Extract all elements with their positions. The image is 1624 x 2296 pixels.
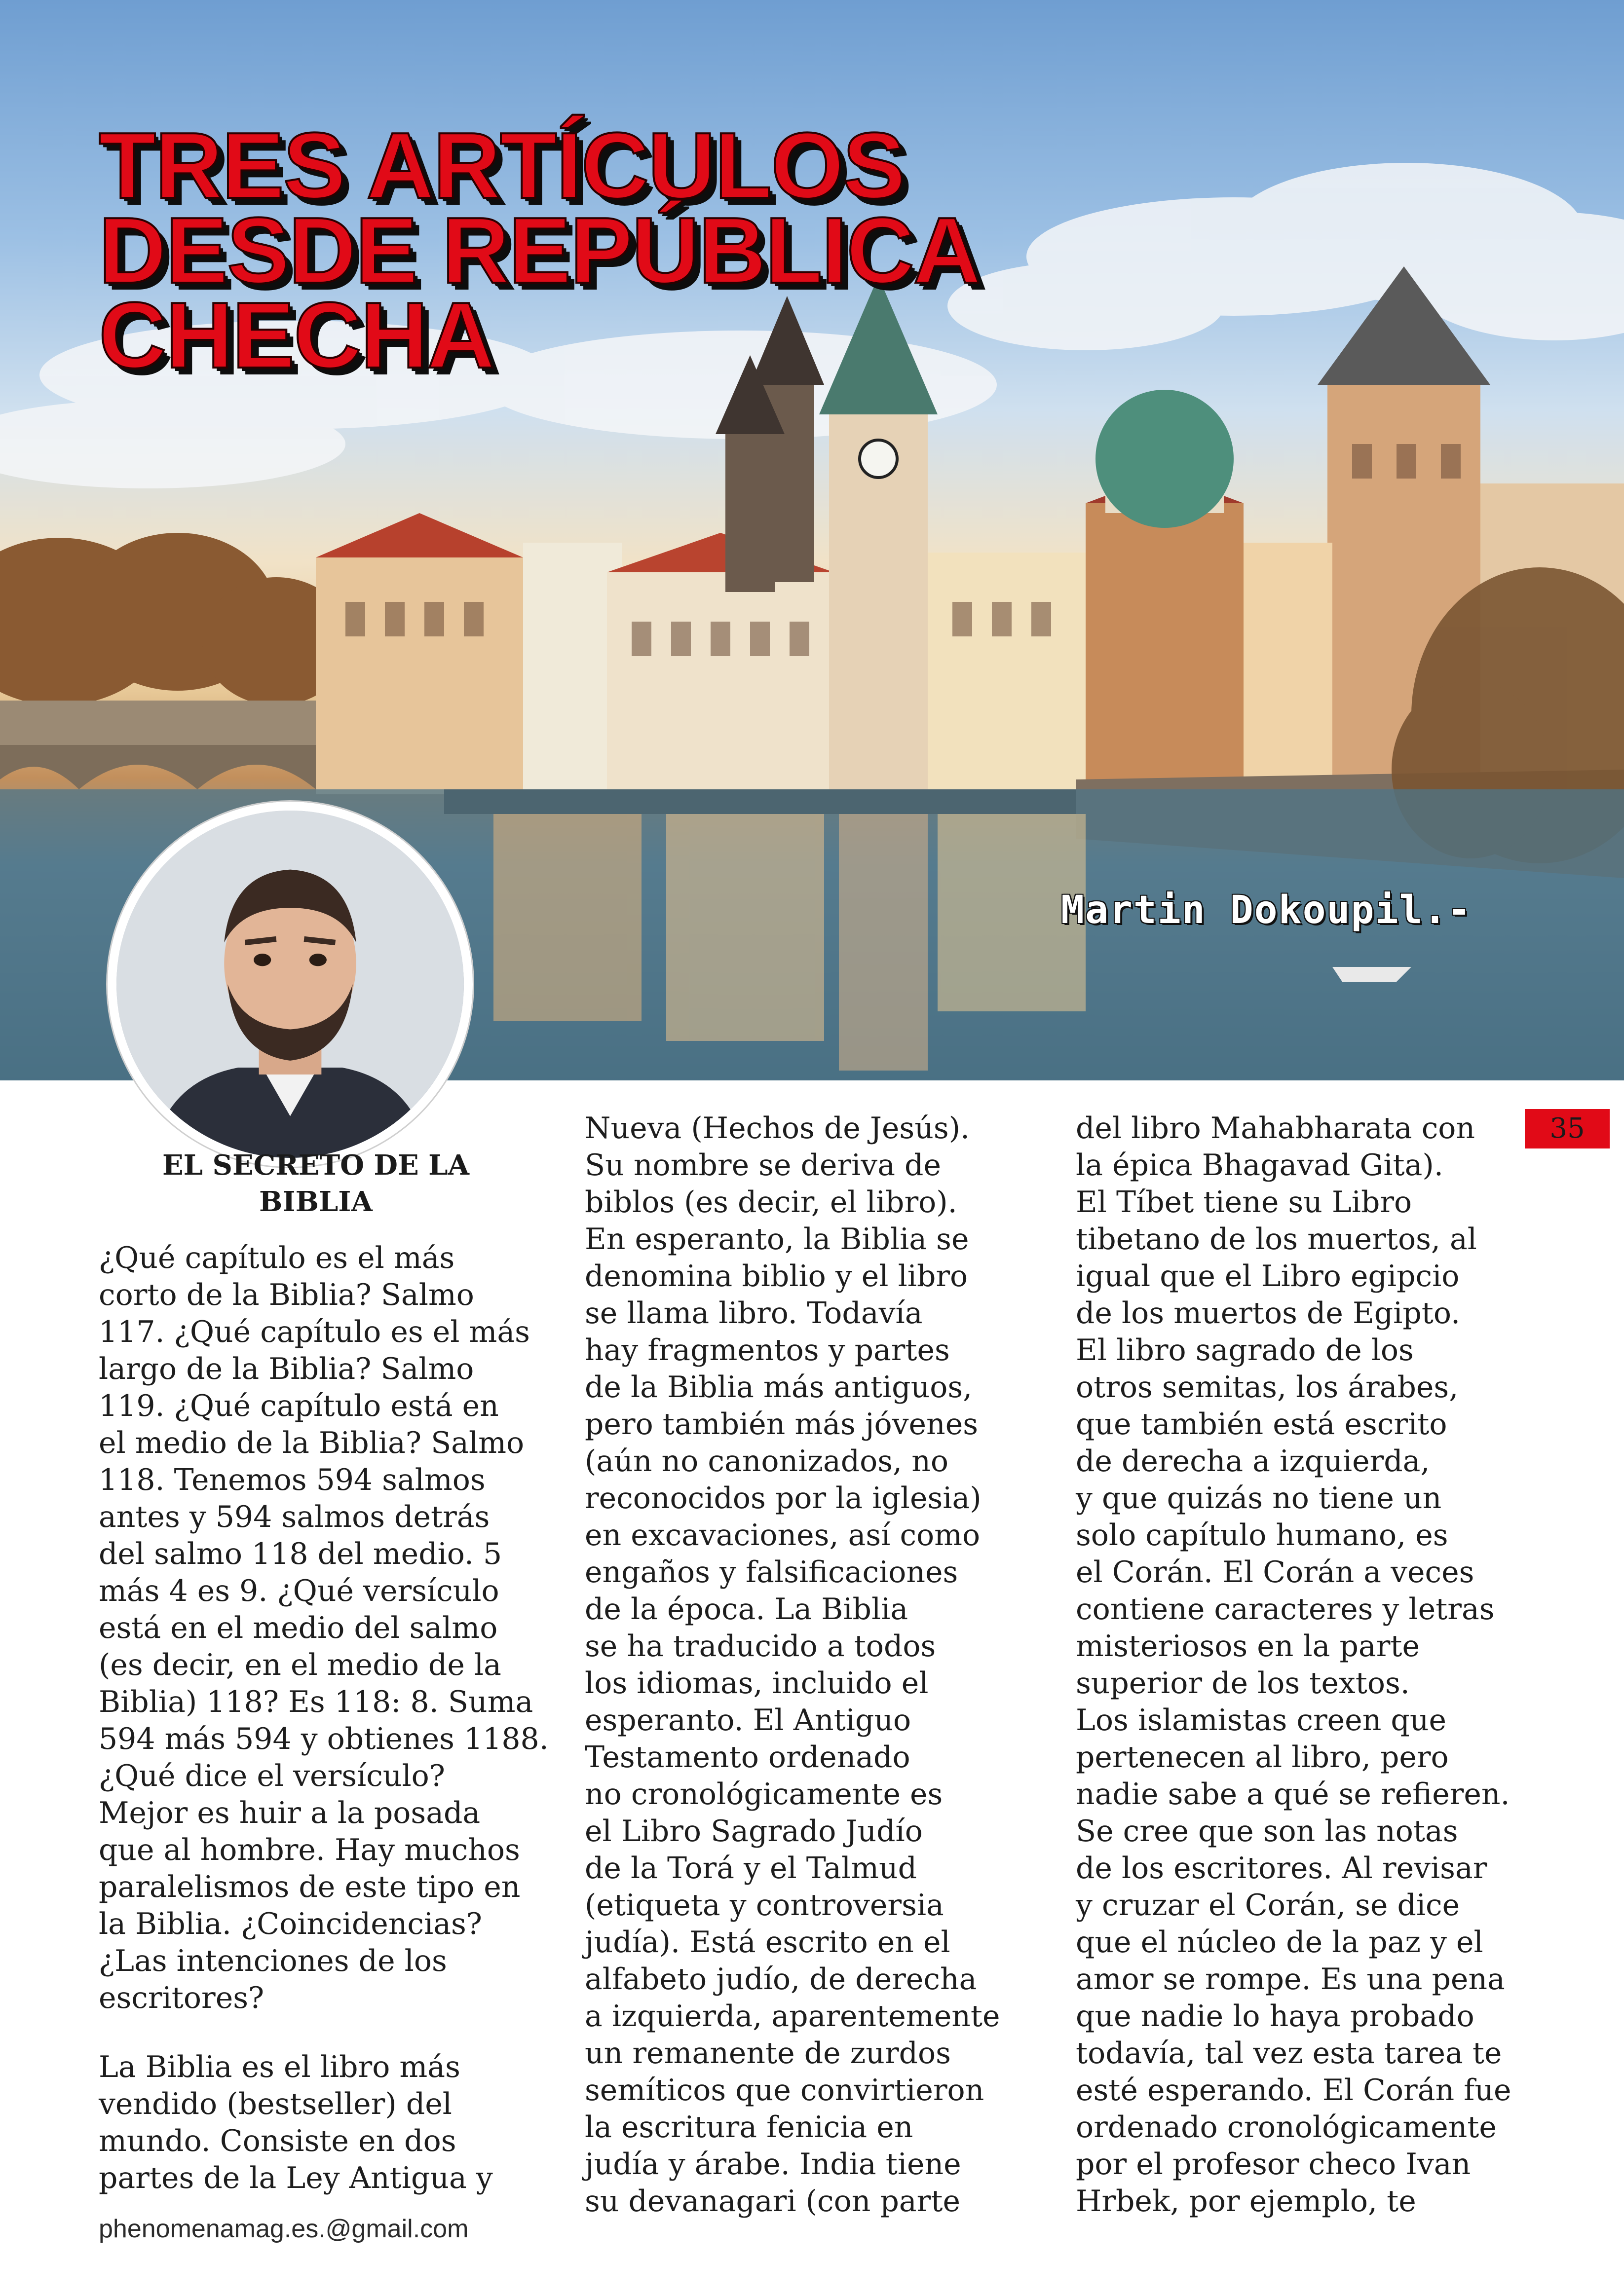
text-line: de los escritores. Al revisar	[1076, 1851, 1487, 1886]
text-line: hay fragmentos y partes	[585, 1333, 950, 1368]
text-line: y que quizás no tiene un	[1076, 1481, 1442, 1516]
text-line: ordenado cronológicamente	[1076, 2110, 1497, 2145]
text-line: ¿Qué capítulo es el más	[99, 1241, 455, 1275]
section-title-line-1: EL SECRETO DE LA	[162, 1149, 469, 1182]
text-line: todavía, tal vez esta tarea te	[1076, 2036, 1502, 2071]
text-line: Los islamistas creen que	[1076, 1703, 1446, 1738]
text-line: tibetano de los muertos, al	[1076, 1222, 1477, 1257]
text-line: corto de la Biblia? Salmo	[99, 1278, 474, 1312]
text-line: pertenecen al libro, pero	[1076, 1740, 1449, 1775]
text-line: amor se rompe. Es una pena	[1076, 1962, 1505, 1997]
text-line: ¿Qué dice el versículo?	[99, 1759, 445, 1793]
text-line: (etiqueta y controversia	[585, 1888, 944, 1923]
author-portrait	[108, 802, 473, 1167]
paragraph-gap	[99, 2017, 543, 2049]
text-line: superior de los textos.	[1076, 1666, 1410, 1701]
text-line: escritores?	[99, 1981, 264, 2015]
article-title	[99, 113, 980, 388]
article-column-1	[99, 1147, 549, 2197]
text-line: semíticos que convirtieron	[585, 2073, 984, 2108]
text-line: 119. ¿Qué capítulo está en	[99, 1389, 499, 1423]
text-line: Nueva (Hechos de Jesús).	[585, 1111, 970, 1146]
text-line: que el núcleo de la paz y el	[1076, 1925, 1483, 1960]
text-line: El Tíbet tiene su Libro	[1076, 1185, 1412, 1220]
section-title-line-2: BIBLIA	[259, 1185, 373, 1218]
text-line: Biblia) 118? Es 118: 8. Suma	[99, 1685, 533, 1719]
text-line: no cronológicamente es	[585, 1777, 943, 1812]
text-line: reconocidos por la iglesia)	[585, 1481, 982, 1516]
clock-icon	[860, 440, 897, 478]
text-line: la Biblia. ¿Coincidencias?	[99, 1907, 482, 1941]
text-line: se llama libro. Todavía	[585, 1296, 923, 1331]
text-line: de la Torá y el Talmud	[585, 1851, 917, 1886]
text-line: denomina biblio y el libro	[585, 1259, 968, 1294]
text-line: está en el medio del salmo	[99, 1611, 498, 1645]
text-line: mundo. Consiste en dos	[99, 2124, 456, 2158]
text-line: largo de la Biblia? Salmo	[99, 1352, 474, 1386]
text-line: en excavaciones, así como	[585, 1518, 981, 1553]
text-line: vendido (bestseller) del	[99, 2087, 452, 2121]
text-line: del salmo 118 del medio. 5	[99, 1537, 502, 1571]
text-line: contiene caracteres y letras	[1076, 1592, 1495, 1627]
text-line: esté esperando. El Corán fue	[1076, 2073, 1511, 2108]
text-line: 117. ¿Qué capítulo es el más	[99, 1315, 530, 1349]
text-line: el medio de la Biblia? Salmo	[99, 1426, 525, 1460]
text-line: de la Biblia más antiguos,	[585, 1370, 973, 1405]
footer-email: phenomenamag.es.@gmail.com	[99, 2215, 469, 2243]
text-line: del libro Mahabharata con	[1076, 1111, 1475, 1146]
text-line: judía). Está escrito en el	[585, 1925, 950, 1960]
text-line: su devanagari (con parte	[585, 2184, 960, 2219]
text-line: Mejor es huir a la posada	[99, 1796, 481, 1830]
text-line: se ha traducido a todos	[585, 1629, 936, 1664]
text-line: 594 más 594 y obtienes 1188.	[99, 1722, 549, 1756]
text-line: alfabeto judío, de derecha	[585, 1962, 977, 1997]
text-line: la escritura fenicia en	[585, 2110, 913, 2145]
text-line: paralelismos de este tipo en	[99, 1870, 521, 1904]
text-line: engaños y falsificaciones	[585, 1555, 958, 1590]
text-line: que también está escrito	[1076, 1407, 1447, 1442]
text-line: misteriosos en la parte	[1076, 1629, 1420, 1664]
text-line: (es decir, en el medio de la	[99, 1648, 501, 1682]
person-portrait-icon	[116, 811, 464, 1158]
text-line: los idiomas, incluido el	[585, 1666, 929, 1701]
text-line: Testamento ordenado	[585, 1740, 910, 1775]
text-line: igual que el Libro egipcio	[1076, 1259, 1460, 1294]
author-byline: Martin Dokoupil.-	[1061, 888, 1472, 932]
text-line: Se cree que son las notas	[1076, 1814, 1458, 1849]
trees-left	[0, 533, 350, 705]
text-line: biblos (es decir, el libro).	[585, 1185, 957, 1220]
text-line: de la época. La Biblia	[585, 1592, 908, 1627]
text-line: ¿Las intenciones de los	[99, 1944, 447, 1978]
text-line: la épica Bhagavad Gita).	[1076, 1148, 1443, 1183]
article-column-3	[1076, 1110, 1520, 2220]
text-line: un remanente de zurdos	[585, 2036, 951, 2071]
article-column-2	[585, 1110, 1029, 2220]
text-line: antes y 594 salmos detrás	[99, 1500, 490, 1534]
paragraph-2	[99, 2049, 543, 2197]
text-line: y cruzar el Corán, se dice	[1076, 1888, 1460, 1923]
paragraph-1	[99, 1240, 549, 2017]
text-line: 118. Tenemos 594 salmos	[99, 1463, 486, 1497]
text-line: nadie sabe a qué se refieren.	[1076, 1777, 1510, 1812]
section-title	[99, 1147, 533, 1220]
text-line: que al hombre. Hay muchos	[99, 1833, 520, 1867]
title-line-1: TRES ARTÍCULOS	[99, 113, 905, 218]
text-line: más 4 es 9. ¿Qué versículo	[99, 1574, 499, 1608]
text-line: esperanto. El Antiguo	[585, 1703, 911, 1738]
stone-bridge	[0, 701, 316, 789]
text-line: La Biblia es el libro más	[99, 2050, 460, 2084]
text-line: otros semitas, los árabes,	[1076, 1370, 1459, 1405]
text-line: En esperanto, la Biblia se	[585, 1222, 969, 1257]
text-line: judía y árabe. India tiene	[585, 2147, 961, 2182]
text-line: por el profesor checo Ivan	[1076, 2147, 1471, 2182]
text-line: que nadie lo haya probado	[1076, 1999, 1474, 2034]
text-line: Su nombre se deriva de	[585, 1148, 941, 1183]
text-line: El libro sagrado de los	[1076, 1333, 1414, 1368]
text-line: solo capítulo humano, es	[1076, 1518, 1448, 1553]
text-line: el Libro Sagrado Judío	[585, 1814, 923, 1849]
text-line: de los muertos de Egipto.	[1076, 1296, 1461, 1331]
text-line: el Corán. El Corán a veces	[1076, 1555, 1474, 1590]
text-line: (aún no canonizados, no	[585, 1444, 948, 1479]
text-line: de derecha a izquierda,	[1076, 1444, 1430, 1479]
page-number-badge: 35	[1525, 1109, 1610, 1148]
text-line: pero también más jóvenes	[585, 1407, 978, 1442]
text-line: partes de la Ley Antigua y	[99, 2161, 493, 2195]
title-line-3: CHECHA	[99, 283, 494, 388]
text-line: a izquierda, aparentemente	[585, 1999, 1000, 2034]
title-line-2: DESDE REPÚBLICA	[99, 198, 980, 303]
text-line: Hrbek, por ejemplo, te	[1076, 2184, 1416, 2219]
